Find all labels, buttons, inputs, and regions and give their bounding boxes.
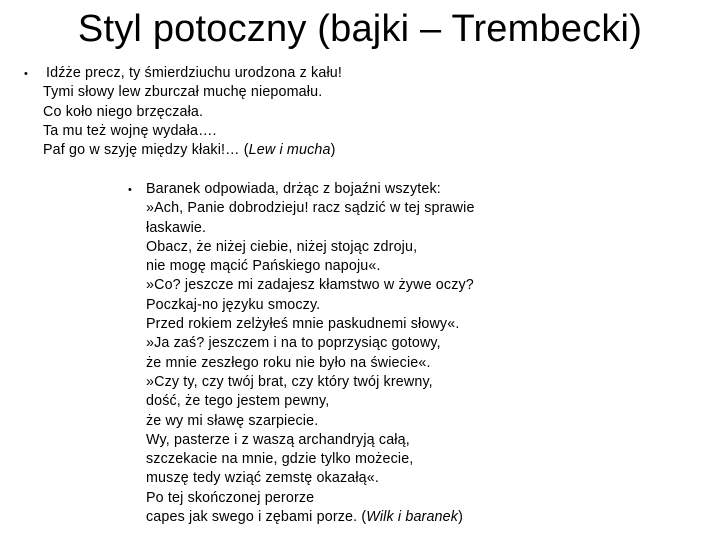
poem-line: Wy, pasterze i z waszą archandryją całą, <box>146 431 410 448</box>
poem-line-text: capes jak swego i zębami porze. ( <box>146 509 367 526</box>
poem-attribution: Lew i mucha <box>248 142 331 159</box>
bullet-icon: • <box>128 184 132 196</box>
poem-line: nie mogę mącić Pańskiego napoju«. <box>146 258 381 275</box>
poem-line: szczekacie na mnie, gdzie tylko możecie, <box>146 451 414 468</box>
poem-line: »Ach, Panie dobrodzieju! racz sądzić w tej sprawie <box>146 200 475 217</box>
poem-line: Idźże precz, ty śmierdziuchu urodzona z kału! <box>46 65 342 81</box>
poem-attribution: Wilk i baranek <box>366 509 459 526</box>
poem-line: »Ja zaś? jeszczem i na to poprzysiąc gotowy, <box>146 335 441 352</box>
poem-line: Po tej skończonej perorze <box>146 489 315 506</box>
poem-line: Obacz, że niżej ciebie, niżej stojąc zdroju, <box>146 238 418 255</box>
poem-wilk-i-baranek <box>146 180 475 527</box>
poem-line: Tymi słowy lew zburczał muchę niepomału. <box>43 84 323 101</box>
attribution-close: ) <box>330 142 336 159</box>
poem-line: Poczkaj-no języku smoczy. <box>146 296 321 313</box>
attribution-close: ) <box>458 509 463 526</box>
slide-title: Styl potoczny (bajki – Trembecki) <box>77 8 643 50</box>
poem-line: Ta mu też wojnę wydała…. <box>43 122 217 139</box>
poem-line: »Co? jeszcze mi zadajesz kłamstwo w żywe oczy? <box>146 277 474 294</box>
poem-line: »Czy ty, czy twój brat, czy który twój krewny, <box>146 373 433 390</box>
poem-line: Przed rokiem zelżyłeś mnie paskudnemi słowy«. <box>146 316 460 333</box>
poem-line-with-attribution <box>146 508 475 527</box>
poem-line: muszę tedy wziąć zemstę okazałą«. <box>146 470 380 487</box>
poem-line-text: Paf go w szyję między kłaki!… ( <box>43 142 249 159</box>
poem-line: dość, że tego jestem pewny, <box>146 393 330 410</box>
poem-line: że mnie zeszłego roku nie było na świecie«. <box>146 354 431 371</box>
poem-line-with-attribution <box>43 141 342 160</box>
poem-line: Co koło niego brzęczała. <box>43 103 204 120</box>
poem-line: łaskawie. <box>146 219 207 236</box>
poem-line: że wy mi sławę szarpiecie. <box>146 412 319 429</box>
poem-line: Baranek odpowiada, drżąc z bojaźni wszytek: <box>146 181 441 197</box>
bullet-icon: • <box>24 68 28 80</box>
poem-lew-i-mucha <box>43 64 342 160</box>
